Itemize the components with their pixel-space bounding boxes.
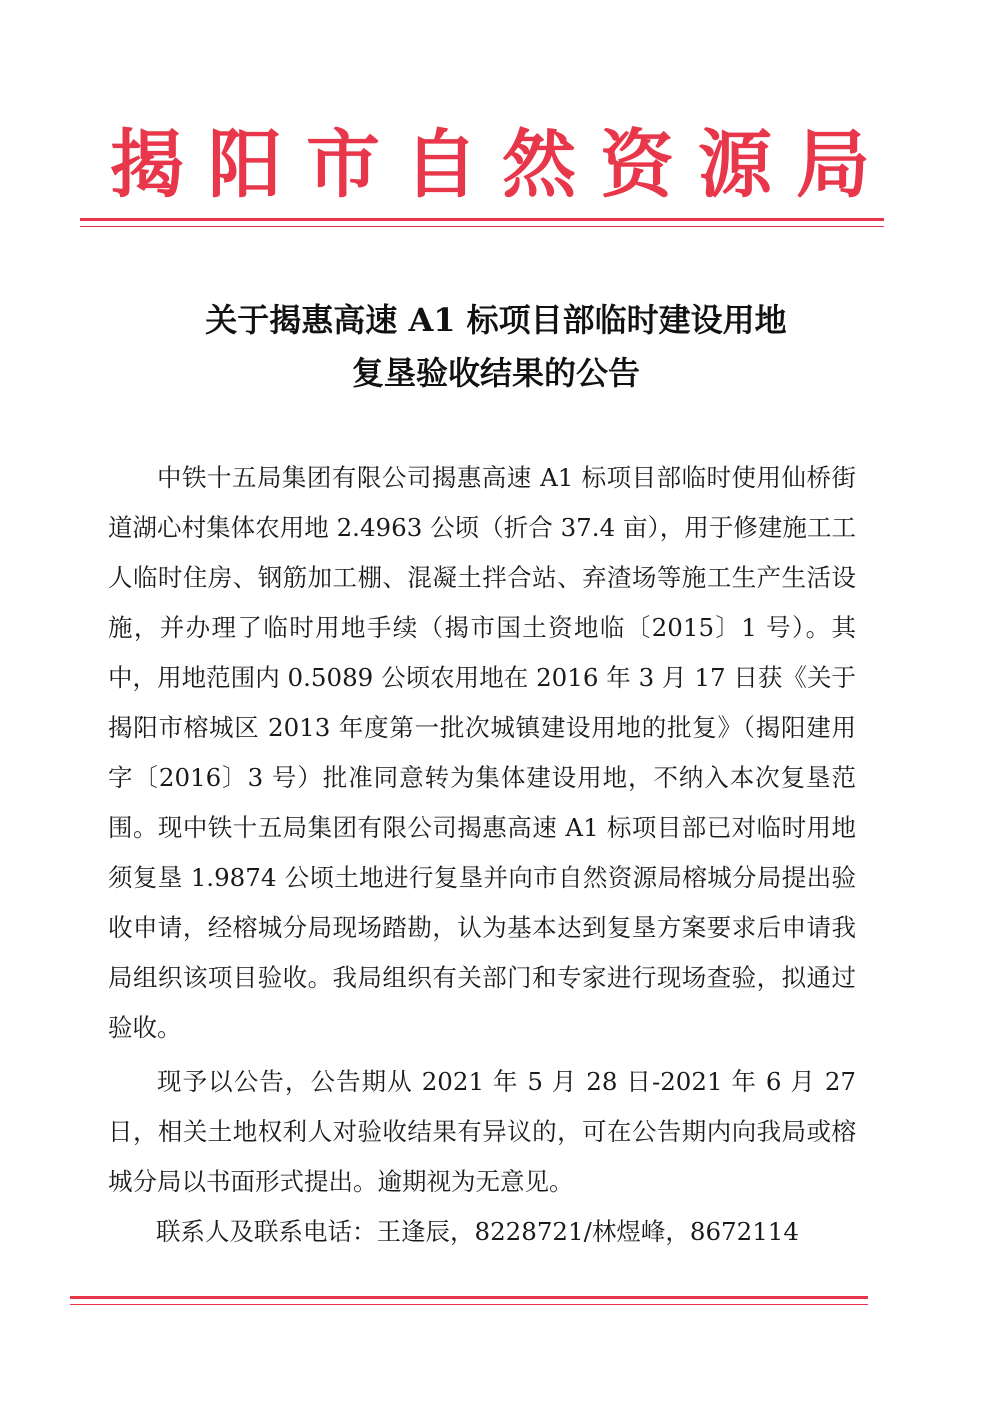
body-paragraph-2: 现予以公告，公告期从 2021 年 5 月 28 日-2021 年 6 月 27 日，相关土地权利人对验收结果有异议的，可在公告期内向我局或榕城分局以书面形式提出。逾期视为无意见。	[108, 1067, 856, 1196]
notice-title-line2: 复垦验收结果的公告	[351, 354, 640, 392]
agency-letterhead: 揭阳市自然资源局	[110, 122, 894, 208]
contact-line: 联系人及联系电话：王逢辰，8228721/林煜峰，8672114	[156, 1217, 799, 1246]
letterhead-rule	[80, 218, 884, 221]
footer-rule-thin	[70, 1304, 868, 1305]
notice-title-line1: 关于揭惠高速 A1 标项目部临时建设用地	[205, 301, 787, 339]
letterhead-rule-thin	[80, 226, 884, 227]
footer-rule	[70, 1296, 868, 1299]
body-paragraph-1: 中铁十五局集团有限公司揭惠高速 A1 标项目部临时使用仙桥街道湖心村集体农用地 2.4963 公顷（折合 37.4 亩），用于修建施工工人临时住房、钢筋加工棚、混凝土拌合站、弃渣场等施工生产生活设施，并办理了临时用地手续（揭市国土资地临〔2015〕1 号）。其中，用地范围内 0.5089 公顷农用地在 2016 年 3 月 17 日获《关于揭阳市榕城区 2013 年度第一批次城镇建设用地的批复》（揭阳建用字〔2016〕3 号）批准同意转为集体建设用地，不纳入本次复垦范围。现中铁十五局集团有限公司揭惠高速 A1 标项目部已对临时用地须复垦 1.9874 公顷土地进行复垦并向市自然资源局榕城分局提出验收申请，经榕城分局现场踏勘，认为基本达到复垦方案要求后申请我局组织该项目验收。我局组织有关部门和专家进行现场查验，拟通过验收。	[108, 463, 856, 1042]
